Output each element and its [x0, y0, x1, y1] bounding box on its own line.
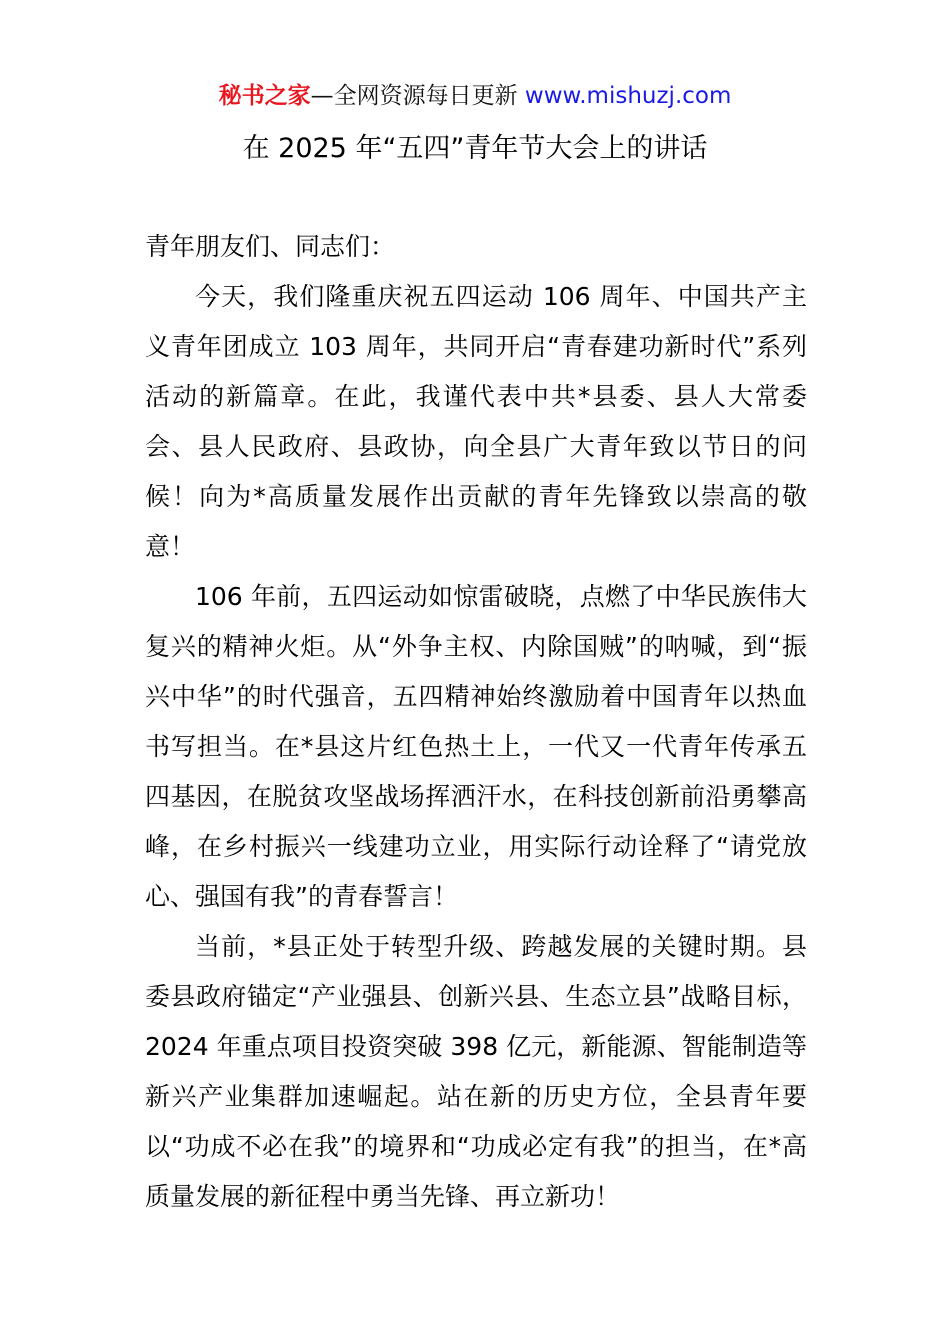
salutation: 青年朋友们、同志们：	[145, 232, 396, 261]
paragraph-3: 当前，*县正处于转型升级、跨越发展的关键时期。县委县政府锚定“产业强县、创新兴县、生态立县”战略目标，2024 年重点项目投资突破 398 亿元，新能源、智能制造等新兴产业集群加速崛起。站在新的历史方位，全县青年要以“功成不必在我”的境界和“功成必定有我”的担当，在*高质量发展的新征程中勇当先锋、再立新功！	[145, 932, 807, 1211]
site-url-link[interactable]: www.mishuzj.com	[524, 83, 732, 109]
site-header	[0, 80, 950, 112]
document-title: 在 2025 年“五四”青年节大会上的讲话	[242, 133, 708, 164]
document-body	[145, 222, 807, 1222]
paragraph-2: 106 年前，五四运动如惊雷破晓，点燃了中华民族伟大复兴的精神火炬。从“外争主权、内除国贼”的呐喊，到“振兴中华”的时代强音，五四精神始终激励着中国青年以热血书写担当。在*县这片红色热土上，一代又一代青年传承五四基因，在脱贫攻坚战场挥洒汗水，在科技创新前沿勇攀高峰，在乡村振兴一线建功立业，用实际行动诠释了“请党放心、强国有我”的青春誓言！	[145, 582, 807, 911]
site-brand: 秘书之家	[218, 83, 311, 109]
site-tagline: —全网资源每日更新	[310, 83, 525, 109]
paragraph-1: 今天，我们隆重庆祝五四运动 106 周年、中国共产主义青年团成立 103 周年，共同开启“青春建功新时代”系列活动的新篇章。在此，我谨代表中共*县委、县人大常委会、县人民政府、县政协，向全县广大青年致以节日的问候！向为*高质量发展作出贡献的青年先锋致以崇高的敬意！	[145, 282, 807, 561]
